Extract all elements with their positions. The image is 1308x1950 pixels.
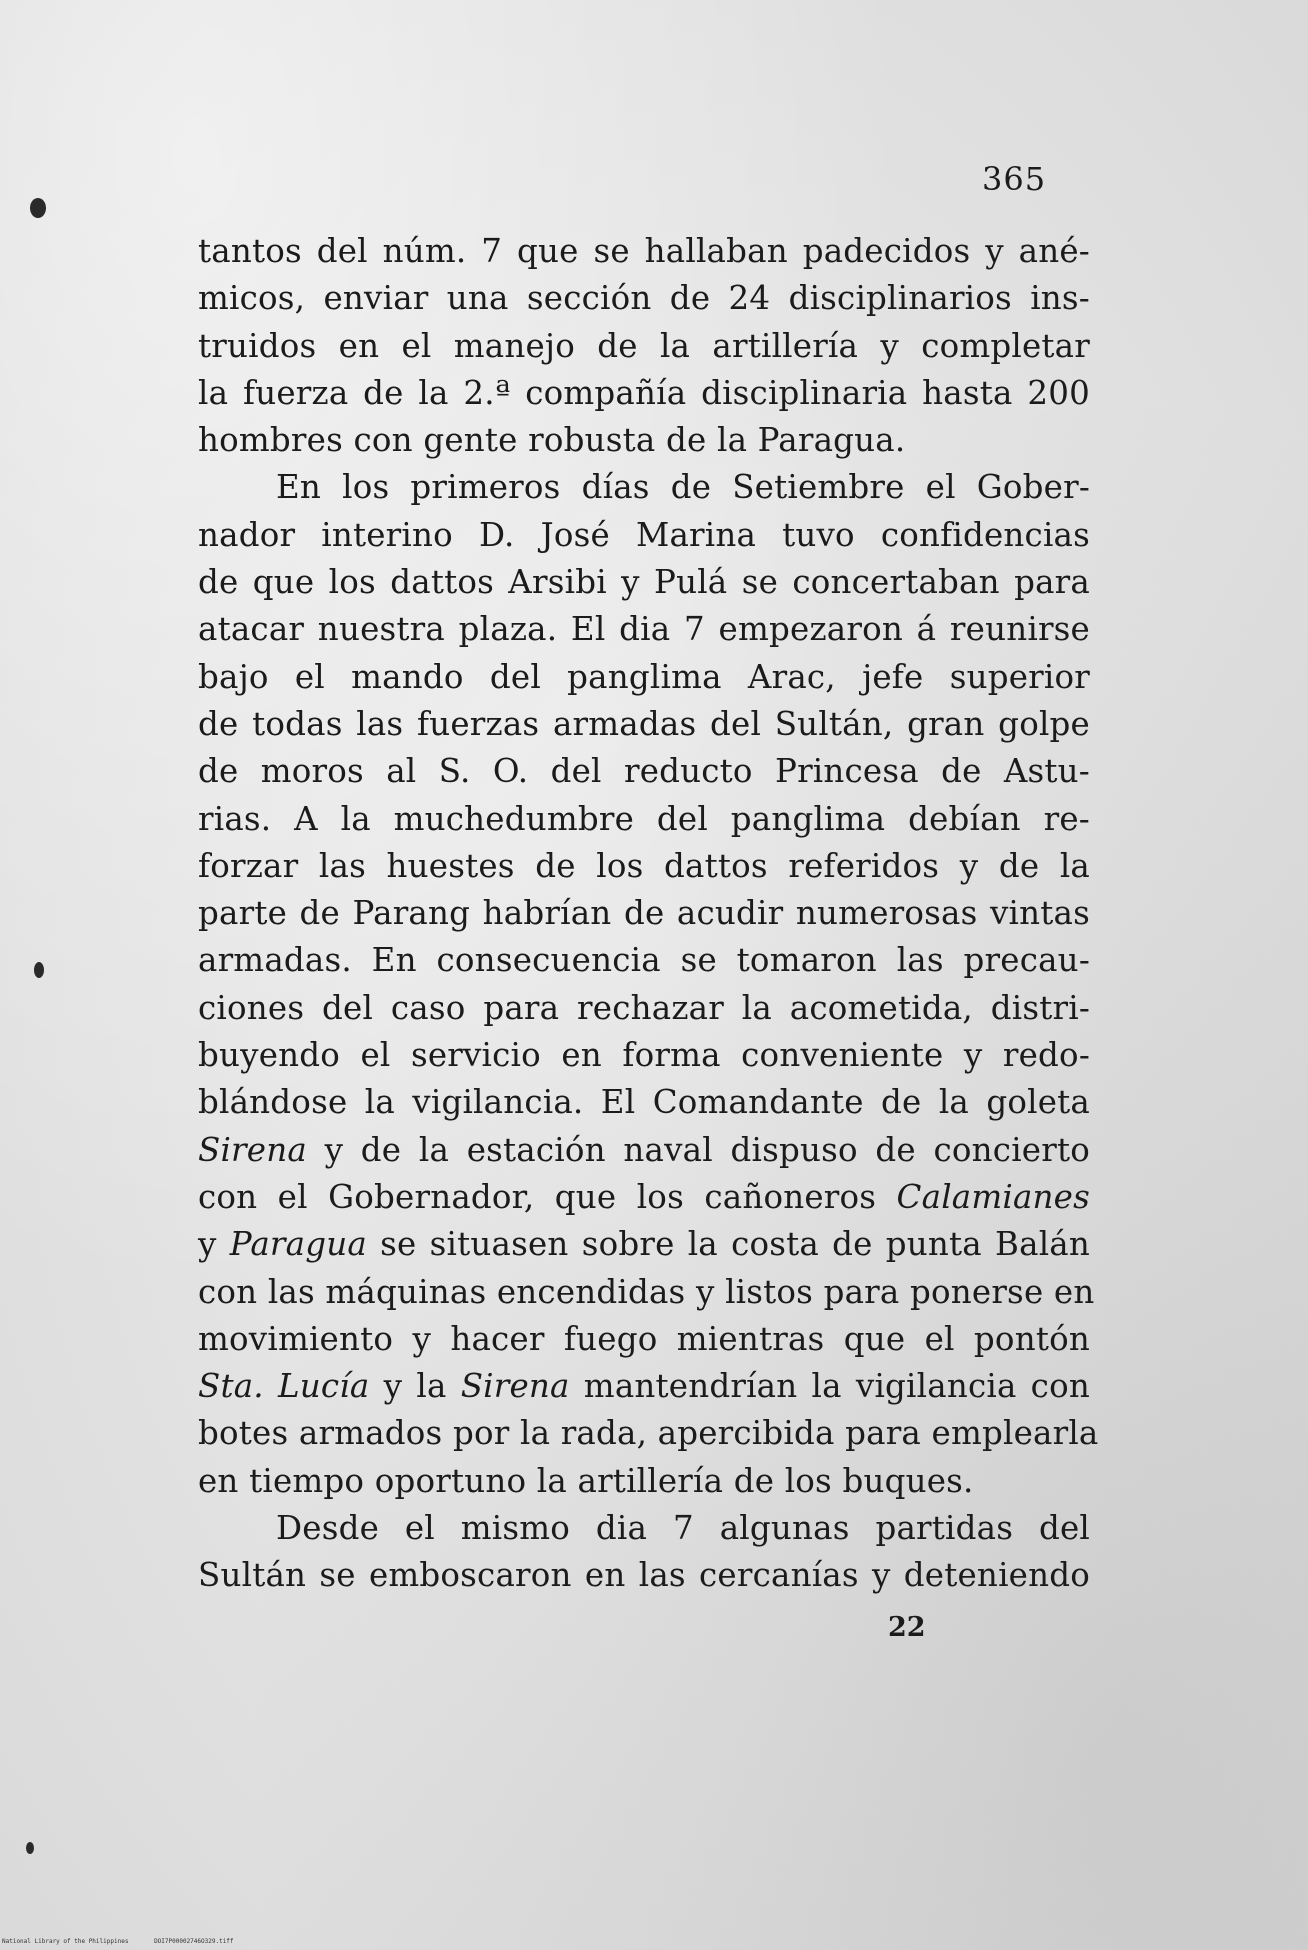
text-segment: blándose la vigilancia. El Comandante de la goleta — [198, 1083, 1090, 1122]
scan-footer — [2, 1938, 256, 1945]
text-line — [198, 1127, 1090, 1174]
text-line — [198, 701, 1090, 748]
text-line — [198, 370, 1090, 417]
text-line — [198, 1079, 1090, 1126]
text-line — [198, 1505, 1090, 1552]
text-segment: en tiempo oportuno la artillería de los buques. — [198, 1461, 974, 1500]
text-line — [198, 1269, 1095, 1316]
text-line — [198, 1458, 1090, 1505]
text-segment: botes armados por la rada, apercibida para emplearla — [198, 1414, 1099, 1453]
text-segment: y la — [369, 1367, 461, 1406]
text-segment: tantos del núm. 7 que se hallaban padecidos y ané- — [198, 232, 1090, 270]
signature-mark: 22 — [888, 1612, 926, 1643]
text-line — [198, 559, 1090, 606]
paragraph — [198, 1505, 1090, 1600]
italic-segment: Paragua — [229, 1225, 367, 1264]
text-segment: buyendo el servicio en forma conveniente y redo- — [198, 1036, 1090, 1075]
binding-speck-bottom — [26, 1842, 34, 1854]
text-segment: con el Gobernador, que los cañoneros — [198, 1177, 897, 1216]
text-segment: y de la estación naval dispuso de concierto — [306, 1130, 1090, 1169]
text-line — [198, 985, 1090, 1032]
text-segment: y — [198, 1225, 230, 1264]
text-segment: En los primeros días de Setiembre el Gober- — [276, 468, 1090, 507]
text-segment: atacar nuestra plaza. El dia 7 empezaron á reunirse — [198, 610, 1090, 649]
text-segment: ciones del caso para rechazar la acometida, distri- — [198, 988, 1090, 1027]
text-line — [198, 1174, 1090, 1221]
text-segment: mantendrían la vigilancia con — [569, 1367, 1090, 1406]
text-segment: la fuerza de la 2.ª compañía disciplinaria hasta 200 — [198, 373, 1090, 412]
text-segment: micos, enviar una sección de 24 disciplinarios ins- — [198, 279, 1090, 318]
italic-segment: Calamianes — [896, 1177, 1090, 1216]
text-segment: con las máquinas encendidas y listos para ponerse en — [198, 1272, 1095, 1311]
text-line — [198, 228, 1090, 275]
text-line — [198, 1316, 1090, 1363]
binding-speck-top — [30, 198, 46, 218]
footer-file: DOI7P00002746O329.tiff — [154, 1938, 234, 1945]
text-segment: forzar las huestes de los dattos referidos y de la — [198, 846, 1090, 885]
body-text — [198, 228, 1099, 1600]
text-line — [198, 890, 1090, 937]
text-segment: Sultán se emboscaron en las cercanías y deteniendo — [198, 1556, 1090, 1595]
text-line — [198, 275, 1090, 322]
text-segment: bajo el mando del panglima Arac, jefe superior — [198, 657, 1090, 696]
text-segment: de moros al S. O. del reducto Princesa de Astu- — [198, 752, 1090, 791]
text-line — [198, 323, 1090, 370]
text-line — [198, 1552, 1090, 1599]
text-line — [198, 937, 1090, 984]
text-segment: rias. A la muchedumbre del panglima debían re- — [198, 799, 1090, 838]
text-segment: movimiento y hacer fuego mientras que el pontón — [198, 1319, 1090, 1358]
binding-speck-middle — [34, 962, 44, 978]
paragraph — [198, 228, 1090, 464]
text-segment: hombres con gente robusta de la Paragua. — [198, 421, 906, 460]
text-line — [198, 1363, 1090, 1410]
text-line — [198, 512, 1090, 559]
text-segment: armadas. En consecuencia se tomaron las precau- — [198, 941, 1090, 980]
text-line — [198, 1032, 1090, 1079]
italic-segment: Sta. Lucía — [198, 1367, 370, 1406]
text-line — [198, 464, 1090, 511]
text-segment: nador interino D. José Marina tuvo confidencias — [198, 515, 1090, 554]
text-line — [198, 748, 1090, 795]
text-segment: de todas las fuerzas armadas del Sultán, gran golpe — [198, 704, 1090, 743]
paragraph — [198, 464, 1099, 1505]
text-segment: se situasen sobre la costa de punta Balán — [366, 1225, 1090, 1264]
text-line — [198, 1221, 1090, 1268]
text-line — [198, 843, 1090, 890]
text-segment: Desde el mismo dia 7 algunas partidas del — [276, 1509, 1090, 1548]
text-line — [198, 796, 1090, 843]
italic-segment: Sirena — [460, 1367, 570, 1406]
page-number: 365 — [982, 160, 1047, 198]
text-segment: de que los dattos Arsibi y Pulá se concertaban para — [198, 563, 1090, 602]
text-line — [198, 654, 1090, 701]
text-line — [198, 1410, 1099, 1457]
footer-library: National Library of the Philippines — [2, 1938, 129, 1945]
text-segment: parte de Parang habrían de acudir numerosas vintas — [198, 894, 1090, 933]
text-line — [198, 417, 1090, 464]
italic-segment: Sirena — [198, 1130, 307, 1169]
text-line — [198, 606, 1090, 653]
text-segment: truidos en el manejo de la artillería y completar — [198, 326, 1090, 365]
